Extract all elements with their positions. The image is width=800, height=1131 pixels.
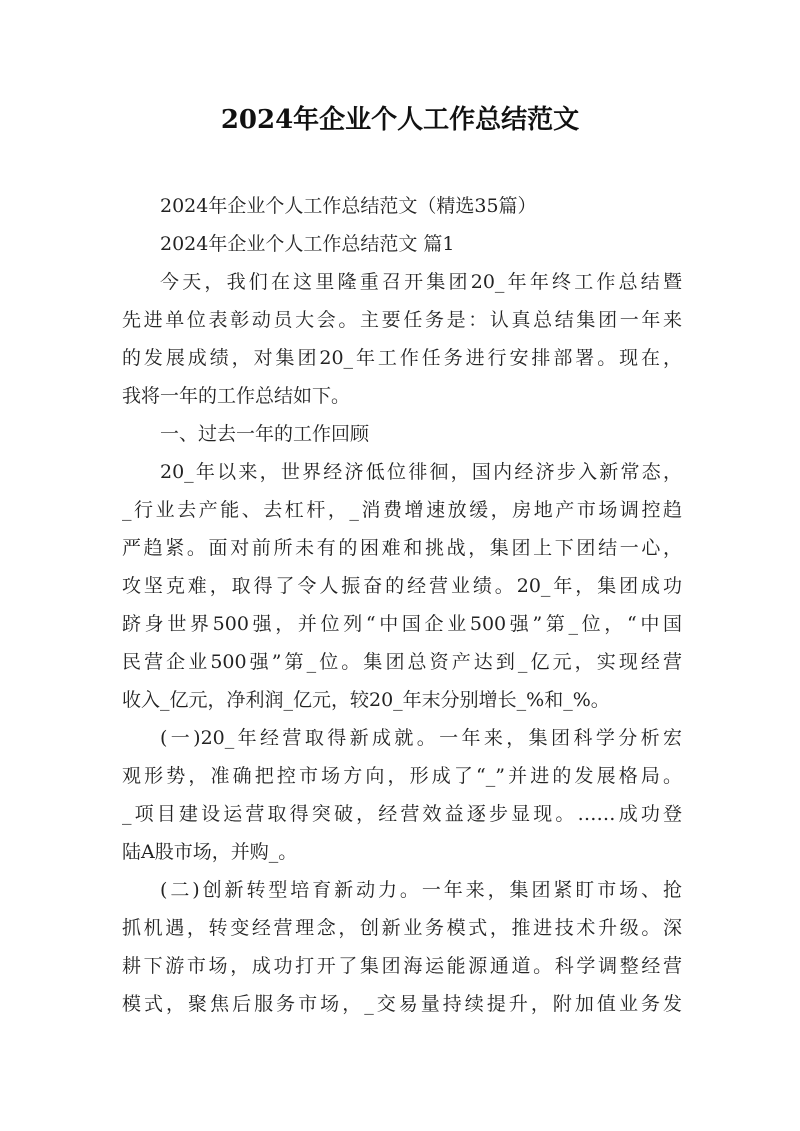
innovation-paragraph xyxy=(122,871,682,1023)
text-line: 严趋紧。面对前所未有的困难和挑战，集团上下团结一心， xyxy=(122,537,682,559)
text-line: 一、过去一年的工作回顾 xyxy=(160,423,370,445)
text-line: 2024年企业个人工作总结范文（精选35篇） xyxy=(160,195,537,217)
text-line: _行业去产能、去杠杆，_消费增速放缓，房地产市场调控趋 xyxy=(122,499,682,521)
text-line: 跻身世界500强，并位列“中国企业500强”第_位，“中国 xyxy=(122,613,682,635)
text-line: _项目建设运营取得突破，经营效益逐步显现。……成功登 xyxy=(122,803,682,825)
text-line: 观形势，准确把控市场方向，形成了“_”并进的发展格局。 xyxy=(122,765,682,787)
text-line: 我将一年的工作总结如下。 xyxy=(122,385,351,407)
subtitle-part xyxy=(122,225,682,263)
text-line: 20_年以来，世界经济低位徘徊，国内经济步入新常态， xyxy=(160,461,682,483)
review-paragraph xyxy=(122,453,682,719)
document-body xyxy=(122,187,682,1023)
section-heading xyxy=(122,415,682,453)
text-line: 攻坚克难，取得了令人振奋的经营业绩。20_年，集团成功 xyxy=(122,575,682,597)
text-line: 今天，我们在这里隆重召开集团20_年年终工作总结暨 xyxy=(160,271,682,293)
text-line: 模式，聚焦后服务市场，_交易量持续提升，附加值业务发 xyxy=(122,993,682,1015)
text-line: 2024年企业个人工作总结范文 篇1 xyxy=(160,233,455,255)
text-line: (一)20_年经营取得新成就。一年来，集团科学分析宏 xyxy=(160,727,682,749)
intro-paragraph xyxy=(122,263,682,415)
subtitle-collection xyxy=(122,187,682,225)
text-line: 的发展成绩，对集团20_年工作任务进行安排部署。现在， xyxy=(122,347,682,369)
text-line: 先进单位表彰动员大会。主要任务是：认真总结集团一年来 xyxy=(122,309,682,331)
text-line: 耕下游市场，成功打开了集团海运能源通道。科学调整经营 xyxy=(122,955,682,977)
text-line: (二)创新转型培育新动力。一年来，集团紧盯市场、抢 xyxy=(160,879,682,901)
text-line: 收入_亿元，净利润_亿元，较20_年末分别增长_%和_%。 xyxy=(122,689,610,711)
text-line: 陆A股市场，并购_。 xyxy=(122,841,298,863)
text-line: 民营企业500强”第_位。集团总资产达到_亿元，实现经营 xyxy=(122,651,682,673)
text-line: 抓机遇，转变经营理念，创新业务模式，推进技术升级。深 xyxy=(122,917,682,939)
document-title: 2024年企业个人工作总结范文 xyxy=(220,105,580,135)
achievement-paragraph xyxy=(122,719,682,871)
